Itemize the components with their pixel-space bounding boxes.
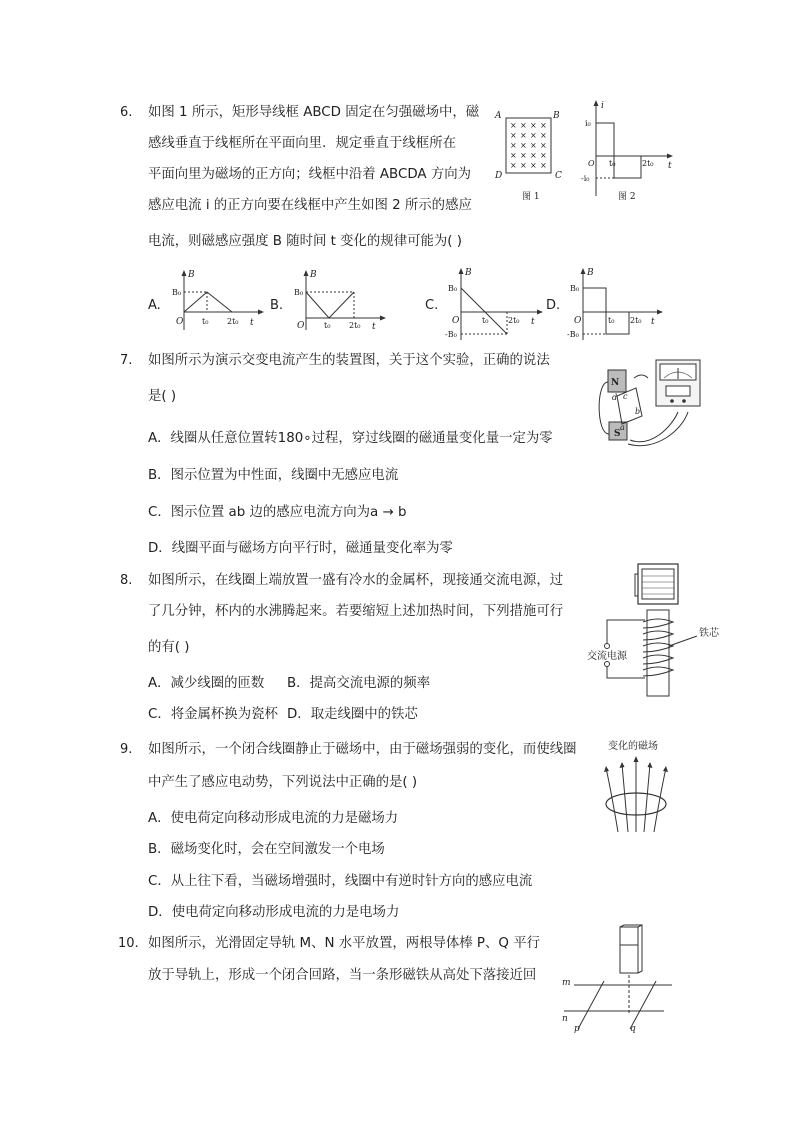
q8-option-b: B．提高交流电源的频率 — [287, 676, 431, 691]
fig2-y-pos: i₀ — [585, 119, 591, 128]
fig2-origin: O — [588, 159, 595, 168]
rail-label-m: m — [562, 978, 571, 988]
fig1-corner-a: A — [495, 111, 502, 121]
iron-core-label: 铁芯 — [699, 628, 719, 639]
field-mark: × — [510, 161, 517, 170]
opt-c-y: B — [465, 268, 472, 278]
opt-a-t1: t₀ — [202, 317, 209, 326]
label-d: d — [612, 393, 618, 402]
q7-option-b: B．图示位置为中性面，线圈中无感应电流 — [148, 468, 399, 483]
q8-line-3: 的有( ) — [148, 640, 190, 655]
label-a: a — [620, 423, 625, 432]
opt-a-y: B — [188, 270, 195, 280]
q6-option-a-graph — [170, 268, 265, 333]
q6-line-2: 感线垂直于线框所在平面向里．规定垂直于线框所在 — [148, 136, 456, 151]
opt-d-x: t — [651, 317, 655, 327]
opt-c-b0: B₀ — [448, 284, 458, 293]
field-mark: × — [540, 151, 547, 160]
q6-figure-2 — [576, 98, 676, 203]
q8-heating-figure — [585, 560, 730, 700]
opt-d-y: B — [587, 268, 594, 278]
field-mark: × — [530, 161, 537, 170]
field-mark: × — [520, 151, 527, 160]
q9-line-1: 如图所示，一个闭合线圈静止于磁场中，由于磁场强弱的变化，而使线圈 — [148, 742, 577, 757]
field-mark: × — [540, 161, 547, 170]
field-mark: × — [530, 141, 537, 150]
q7-number: 7. — [120, 353, 133, 368]
fig2-y-neg: -i₀ — [581, 174, 590, 183]
field-mark: × — [540, 121, 547, 130]
field-mark: × — [520, 161, 527, 170]
opt-a-x: t — [250, 318, 254, 328]
fig2-t2: 2t₀ — [642, 159, 654, 168]
q10-rails-figure — [560, 925, 680, 1035]
changing-field-title: 变化的磁场 — [608, 741, 658, 752]
opt-d-o: O — [574, 316, 582, 326]
fig2-t1: t₀ — [609, 159, 616, 168]
rod-label-p: p — [574, 1024, 580, 1034]
field-mark: × — [510, 141, 517, 150]
q6-option-d-graph — [567, 266, 667, 341]
q10-number: 10. — [118, 936, 139, 951]
q6-line-1: 如图 1 所示，矩形导线框 ABCD 固定在匀强磁场中，磁 — [148, 105, 480, 120]
fig1-corner-c: C — [555, 171, 562, 181]
fig2-x-axis: t — [668, 161, 672, 171]
q7-option-c: C．图示位置 ab 边的感应电流方向为a → b — [148, 505, 407, 520]
q8-option-d: D．取走线圈中的铁芯 — [287, 707, 418, 722]
q6-figure-1 — [495, 108, 565, 203]
opt-b-x: t — [372, 322, 376, 332]
q8-option-a: A．减少线圈的匝数 — [148, 676, 265, 691]
q6-line-5: 电流，则磁感应强度 B 随时间 t 变化的规律可能为( ) — [148, 234, 462, 249]
opt-a-t2: 2t₀ — [227, 317, 239, 326]
q7-line-1: 如图所示为演示交变电流产生的装置图，关于这个实验，正确的说法 — [148, 353, 550, 368]
fig1-caption: 图 1 — [522, 192, 540, 202]
q9-option-c: C．从上往下看，当磁场增强时，线圈中有逆时针方向的感应电流 — [148, 874, 533, 889]
field-mark: × — [520, 141, 527, 150]
label-b: b — [635, 407, 641, 416]
q7-option-a: A．线圈从任意位置转180∘过程，穿过线圈的磁通量变化量一定为零 — [148, 431, 553, 446]
q8-line-1: 如图所示，在线圈上端放置一盛有冷水的金属杯，现接通交流电源，过 — [148, 573, 564, 588]
opt-b-t2: 2t₀ — [349, 321, 361, 330]
opt-d-b0: B₀ — [570, 284, 580, 293]
opt-c-b0neg: -B₀ — [445, 330, 457, 339]
q6-option-d-label: D. — [546, 298, 561, 313]
opt-b-t1: t₀ — [324, 321, 331, 330]
opt-a-o: O — [176, 317, 184, 327]
q6-line-4: 感应电流 i 的正方向要在线框中产生如图 2 所示的感应 — [148, 198, 472, 213]
q6-option-c-label: C. — [425, 298, 439, 313]
rod-label-q: q — [630, 1024, 636, 1034]
q10-line-2: 放于导轨上，形成一个闭合回路，当一条形磁铁从高处下落接近回 — [148, 968, 537, 983]
opt-d-b0neg: -B₀ — [567, 330, 579, 339]
fig1-corner-d: D — [495, 171, 503, 181]
fig1-corner-b: B — [553, 111, 560, 121]
q9-option-b: B．磁场变化时，会在空间激发一个电场 — [148, 842, 385, 857]
q8-number: 8. — [120, 573, 133, 588]
field-mark: × — [530, 121, 537, 130]
q6-option-a-label: A. — [148, 298, 161, 313]
field-mark: × — [510, 121, 517, 130]
label-c: c — [623, 392, 628, 401]
opt-b-o: O — [297, 321, 305, 331]
q10-line-1: 如图所示，光滑固定导轨 M、N 水平放置，两根导体棒 P、Q 平行 — [148, 936, 540, 951]
q8-option-c: C．将金属杯换为瓷杯 — [148, 707, 278, 722]
opt-a-b0: B₀ — [172, 288, 182, 297]
q8-line-2: 了几分钟，杯内的水沸腾起来。若要缩短上述加热时间，下列措施可行 — [148, 604, 564, 619]
q9-option-d: D．使电荷定向移动形成电流的力是电场力 — [148, 905, 400, 920]
opt-b-b0: B₀ — [294, 288, 304, 297]
pole-s: S — [614, 429, 621, 439]
opt-c-o: O — [452, 316, 460, 326]
opt-b-y: B — [310, 270, 317, 280]
q7-generator-figure — [592, 356, 702, 452]
fig2-y-axis: i — [601, 101, 604, 111]
field-mark: × — [510, 151, 517, 160]
opt-c-x: t — [531, 317, 535, 327]
field-mark: × — [530, 151, 537, 160]
q6-option-b-graph — [292, 268, 387, 333]
q6-number: 6. — [120, 105, 133, 120]
q9-number: 9. — [120, 742, 133, 757]
field-mark: × — [540, 141, 547, 150]
q9-option-a: A．使电荷定向移动形成电流的力是磁场力 — [148, 811, 399, 826]
rail-label-n: n — [562, 1014, 568, 1024]
field-mark: × — [520, 131, 527, 140]
q9-field-figure — [596, 738, 686, 838]
field-mark: × — [530, 131, 537, 140]
q9-line-2: 中产生了感应电动势，下列说法中正确的是( ) — [148, 775, 418, 790]
ac-source-label: 交流电源 — [587, 651, 627, 662]
q7-line-2: 是( ) — [148, 389, 177, 404]
opt-d-t2: 2t₀ — [630, 316, 642, 325]
q7-option-d: D．线圈平面与磁场方向平行时，磁通量变化率为零 — [148, 541, 453, 556]
q6-line-3: 平面向里为磁场的正方向；线框中沿着 ABCDA 方向为 — [148, 167, 472, 182]
q6-option-c-graph — [445, 266, 545, 341]
fig2-caption: 图 2 — [618, 192, 636, 202]
pole-n: N — [611, 378, 620, 388]
field-mark: × — [520, 121, 527, 130]
field-mark: × — [540, 131, 547, 140]
opt-d-t1: t₀ — [608, 316, 615, 325]
opt-c-t2: 2t₀ — [508, 316, 520, 325]
field-mark: × — [510, 131, 517, 140]
q6-option-b-label: B. — [270, 298, 284, 313]
opt-c-t1: t₀ — [482, 316, 489, 325]
